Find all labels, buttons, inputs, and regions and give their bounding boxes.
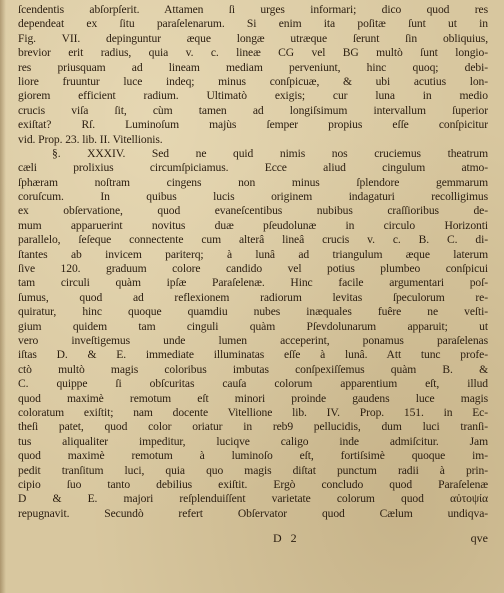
text-line: C. quippe ſi obſcuritas cauſa colorum apparentium eſt, illud: [18, 377, 488, 391]
text-line: liore fruuntur luce indeq; minus conſpicuæ, & ubi acutius lon-: [18, 74, 488, 88]
text-line: brevior erit radius, quia v. c. lineæ CG vel BG multò ſunt longio-: [18, 46, 488, 60]
text-line: Fig. VII. depinguntur æque longæ utræque ſerunt ſin obliquius,: [18, 31, 488, 45]
text-line: ctò multò magis coloribus imbutas conſpexiſſemus quàm B. &: [18, 362, 488, 376]
text-line: tus aliqualiter impeditur, luciqve caligo inde admiſcitur. Jam: [18, 434, 488, 448]
text-line: iſtas D. & E. immediate illuminatas eſſe à lunâ. Att tunc profe-: [18, 348, 488, 362]
text-line: mum apparuerint novitus duæ pſeudolunæ in circulo Horizonti: [18, 218, 488, 232]
text-line: vero inveſtigemus unde lumen acceperint, ponamus paraſelenas: [18, 333, 488, 347]
text-line: ſumus, quod ad reflexionem radiorum levitas ſpeculorum re-: [18, 290, 488, 304]
page-footer: [18, 531, 488, 547]
text-line: quiratur, hinc quoque quamdiu nubes inæquales fuêre ne veſti-: [18, 305, 488, 319]
text-line: cæli prolixius circumſpiciamus. Ecce aliud cingulum atmo-: [18, 161, 488, 175]
text-line: quod maximè remotum à luminoſo eſt, fortiſsimè quoque im-: [18, 449, 488, 463]
text-line: dependeat ex ſitu paraſelenarum. Si enim ita poſitæ ſunt ut in: [18, 17, 488, 31]
body-text: [18, 3, 488, 521]
text-line: tam circuli quàm ipſæ Paraſelenæ. Hinc facile argumentari poſ-: [18, 276, 488, 290]
text-line: parallelo, ſeſeque connectente cum alterâ lineâ crucis v. c. B. C. di-: [18, 233, 488, 247]
text-line: quod maximè remotum eſt minori proinde gaudens luce magis: [18, 391, 488, 405]
text-line: D & E. majori reſplenduiſſent varietate colorum quod αὐτοψία: [18, 492, 488, 506]
text-line: giorem efficient radium. Ultimatò exigis; cur luna in medio: [18, 89, 488, 103]
text-line: cipio ſuo tanto debilius exiſtit. Ergò concludo quod Paraſelenæ: [18, 477, 488, 491]
text-line: gium quidem tam cinguli quàm Pſevdolunarum apparuit; ut: [18, 319, 488, 333]
text-line: ſcendentis abſorpſerit. Attamen ſi urges informari; dico quod res: [18, 3, 488, 16]
signature-mark: D 2: [273, 531, 300, 545]
text-line: res priusquam ad lineam mediam perveniunt, hinc quoq; debi-: [18, 60, 488, 74]
text-line: exiſtat? Rſ. Luminoſum majùs ſemper propius eſſe conſpicitur: [18, 118, 488, 132]
page-gutter-shadow: [0, 0, 6, 593]
section-heading-line: §. XXXIV. Sed ne quid nimis nos cruciemus theatrum: [52, 146, 488, 160]
text-line: ſphæram noſtram cingens non minus ſplendore gemmarum: [18, 175, 488, 189]
text-line: coloratum exiſtit; nam docente Vitellione lib. IV. Prop. 151. in Ec-: [18, 405, 488, 419]
text-line: repugnavit. Secundò refert Obſervator quod Cælum undiqva-: [18, 506, 488, 520]
text-line: coruſcum. In quibus lucis originem indagaturi recolligimus: [18, 190, 488, 204]
text-line: crucis viſa ſit, cùm tamen ad longiſsimum intervallum ſuperior: [18, 103, 488, 117]
text-line: vid. Prop. 23. lib. II. Vitellionis.: [18, 132, 163, 146]
text-line: ſtantes ab invicem pariterq; à lunâ ad triangulum æque laterum: [18, 247, 488, 261]
text-line: ſive 120. graduum colore candido vel potius plumbeo conſpicui: [18, 262, 488, 276]
catchword: qve: [470, 531, 488, 545]
text-line: pedit tranſitum luci, quia quo magis diſtat punctum radii à prin-: [18, 463, 488, 477]
text-line: ex obſervatione, quod evaneſcentibus nubibus craſſioribus de-: [18, 204, 488, 218]
text-line: theſi patet, quod color oriatur in reb9 pellucidis, dum luci tranſi-: [18, 420, 488, 434]
